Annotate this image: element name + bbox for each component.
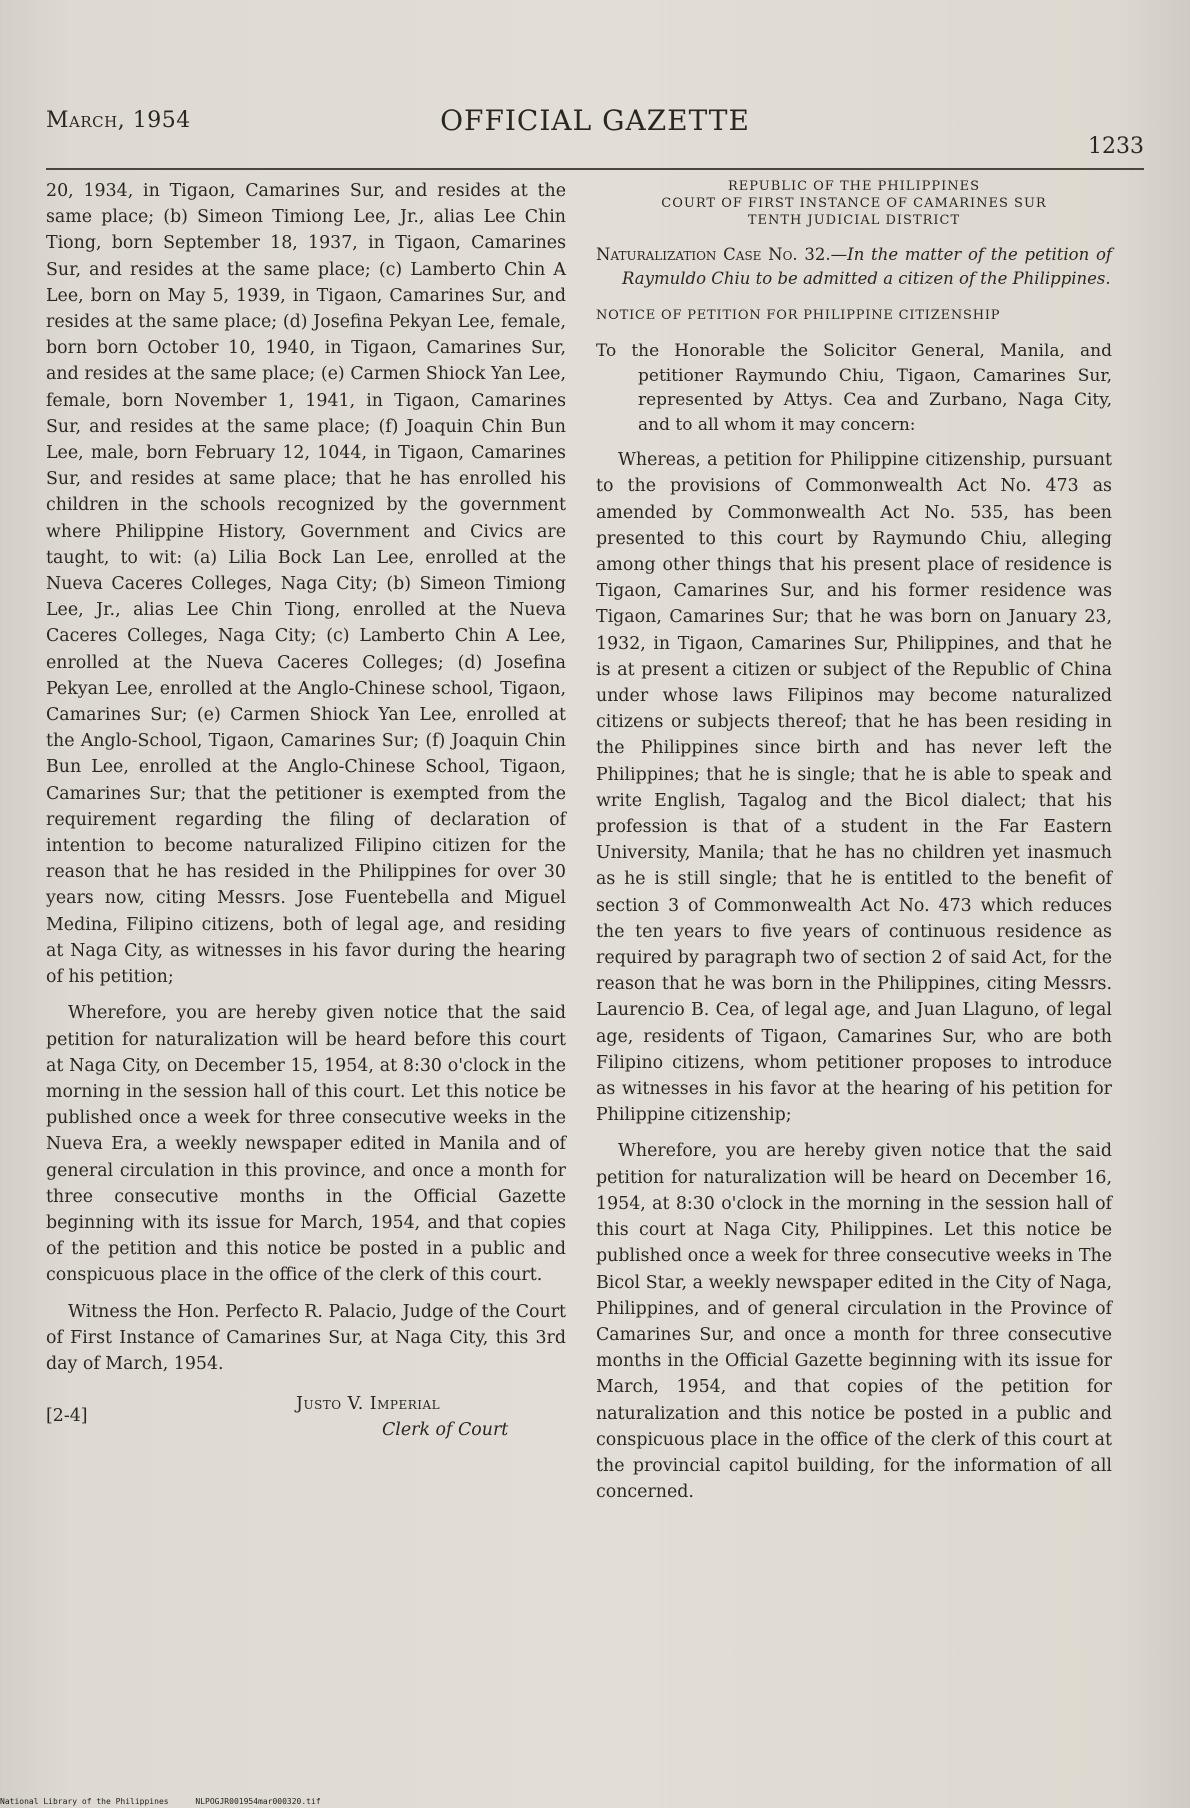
page-header — [0, 104, 1190, 168]
signature-block — [46, 1391, 566, 1451]
court-heading — [596, 178, 1112, 229]
addressees: To the Honorable the Solicitor General, Manila, and petitioner Raymundo Chiu, Tigaon, Camarines Sur, represented by Attys. Cea and Zurbano, Naga City, and to all whom it may concern: — [596, 341, 1112, 435]
court-line-district: TENTH JUDICIAL DISTRICT — [747, 213, 961, 228]
library-credit: National Library of the Philippines — [0, 1797, 169, 1806]
notice-reference: [2-4] — [46, 1406, 88, 1427]
case-text: In the matter of the petition of Raymuldo Chiu to be admitted a citizen of the Philippines. — [622, 245, 1113, 288]
scan-footer — [0, 1797, 343, 1806]
wherefore-paragraph-right: Wherefore, you are hereby given notice that the said petition for naturalization will be heard on December 16, 1954, at 8:30 o'clock in the morning in the session hall of this court at Naga City, Philippines. Let this notice be published once a week for three consecutive weeks in The Bicol Star, a weekly newspaper edited in the City of Naga, Philippines, and of general circulation in the Province of Camarines Sur, and once a month for three consecutive months in the Official Gazette beginning with its issue for March, 1954, and that copies of the petition for naturalization and this notice be posted in a public and conspicuous place in the office of the clerk of this court at the provincial capitol building, for the information of all concerned. — [596, 1141, 1112, 1503]
whereas-paragraph: Whereas, a petition for Philippine citizenship, pursuant to the provisions of Commonwealth Act No. 473 as amended by Commonwealth Act No. 535, has been presented to this court by Raymundo Chiu, alleging among other things that his present place of residence is Tigaon, Camarines Sur, and his former residence was Tigaon, Camarines Sur; that he was born on January 23, 1932, in Tigaon, Camarines Sur, Philippines, and that he is at present a citizen or subject of the Republic of China under whose laws Filipinos may become naturalized citizens or subjects thereof; that he has been residing in the Philippines since birth and has never left the Philippines; that he is single; that he is able to speak and write English, Tagalog and the Bicol dialect; that his profession is that of a student in the Far Eastern University, Manila; that he has no children yet inasmuch as he is still single; that he is entitled to the benefit of section 3 of Commonwealth Act No. 473 which reduces the ten years to five years of continuous residence as required by paragraph two of section 2 of said Act, for the reason that he was born in the Philippines, citing Messrs. Laurencio B. Cea, of legal age, and Juan Llaguno, of legal age, residents of Tigaon, Camarines Sur, who are both Filipino citizens, whom petitioner proposes to introduce as witnesses in his favor at the hearing of his petition for Philippine citizenship; — [596, 450, 1112, 1126]
header-rule — [46, 168, 1144, 170]
page-number: 1233 — [1088, 134, 1144, 159]
wherefore-paragraph: Wherefore, you are hereby given notice that the said petition for naturalization will be heard before this court at Naga City, on December 15, 1954, at 8:30 o'clock in the morning in the session hall of this court. Let this notice be published once a week for three consecutive weeks in the Nueva Era, a weekly newspaper edited in Manila and of general circulation in this province, and once a month for three consecutive months in the Official Gazette beginning with its issue for March, 1954, and that copies of the petition and this notice be posted in a public and conspicuous place in the office of the clerk of this court. — [46, 1003, 566, 1286]
children-paragraph: 20, 1934, in Tigaon, Camarines Sur, and resides at the same place; (b) Simeon Timiong Lee, Jr., alias Lee Chin Tiong, born September 18, 1937, in Tigaon, Camarines Sur, and resides at the same place; (c) Lamberto Chin A Lee, born on May 5, 1939, in Tigaon, Camarines Sur, and resides at the same place; (d) Josefina Pekyan Lee, female, born born October 10, 1940, in Tigaon, Camarines Sur, and resides at the same place; (e) Carmen Shiock Yan Lee, female, born November 1, 1941, in Tigaon, Camarines Sur, and resides at the same place; (f) Joaquin Chin Bun Lee, male, born February 12, 1044, in Tigaon, Camarines Sur, and resides at same place; that he has enrolled his children in the schools recognized by the government where Philippine History, Government and Civics are taught, to wit: (a) Lilia Bock Lan Lee, enrolled at the Nueva Caceres Colleges, Naga City; (b) Simeon Timiong Lee, Jr., alias Lee Chin Tiong, enrolled at the Nueva Caceres Colleges, Naga City; (c) Lamberto Chin A Lee, enrolled at the Nueva Caceres Colleges; (d) Josefina Pekyan Lee, enrolled at the Anglo-Chinese school, Tigaon, Camarines Sur; (e) Carmen Shiock Yan Lee, enrolled at the Anglo-School, Tigaon, Camarines Sur; (f) Joaquin Chin Bun Lee, enrolled at the Anglo-Chinese School, Tigaon, Camarines Sur; that the petitioner is exempted from the requirement regarding the filing of declaration of intention to become naturalized Filipino citizen for the reason that he has resided in the Philippines for over 30 years now, citing Messrs. Jose Fuentebella and Miguel Medina, Filipino citizens, both of legal age, and residing at Naga City, as witnesses in his favor during the hearing of his petition; — [46, 181, 566, 988]
clerk-title: Clerk of Court — [382, 1420, 509, 1441]
court-line-name: COURT OF FIRST INSTANCE OF CAMARINES SUR — [661, 196, 1047, 211]
notice-title: NOTICE OF PETITION FOR PHILIPPINE CITIZENSHIP — [596, 308, 1001, 323]
witness-paragraph: Witness the Hon. Perfecto R. Palacio, Judge of the Court of First Instance of Camarines Sur, at Naga City, this 3rd day of March, 1954. — [46, 1301, 566, 1374]
left-column — [46, 178, 566, 1451]
scan-filename: NLPOGJR001954mar000320.tif — [195, 1797, 321, 1806]
case-caption — [596, 243, 1112, 291]
issue-date: March, 1954 — [46, 108, 191, 133]
court-line-republic: REPUBLIC OF THE PHILIPPINES — [728, 179, 980, 194]
right-column — [596, 178, 1112, 1505]
clerk-name: Justo V. Imperial — [296, 1394, 441, 1415]
case-label: Naturalization Case No. 32.— — [596, 245, 848, 264]
publication-title: OFFICIAL GAZETTE — [440, 104, 750, 137]
